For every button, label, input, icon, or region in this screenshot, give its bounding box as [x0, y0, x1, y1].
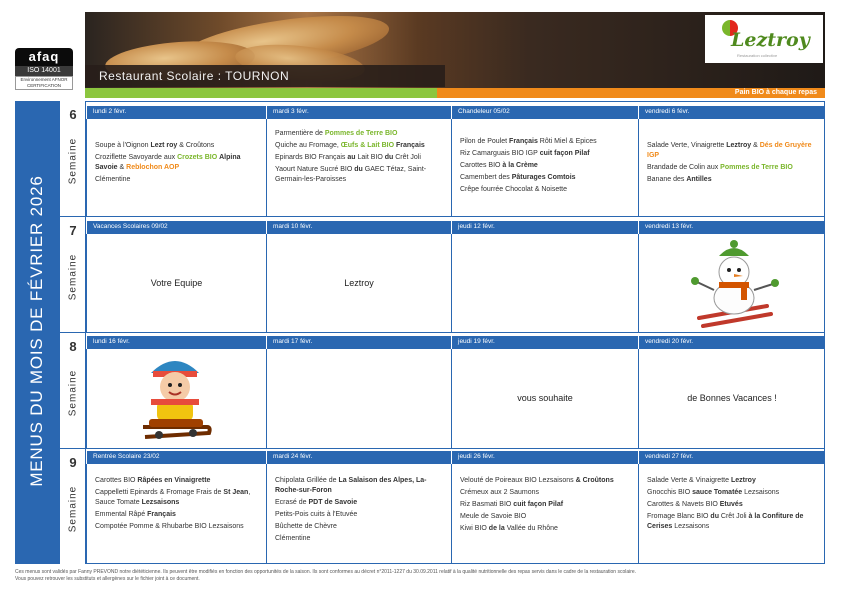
- message-cell: [451, 349, 638, 449]
- menu-text: Yaourt Nature Sucré BIO: [275, 166, 353, 173]
- menu-text: Français: [318, 154, 346, 161]
- week-number: 9: [69, 455, 77, 470]
- footer-note: [15, 569, 830, 583]
- day-header: vendredi 20 févr.: [638, 336, 825, 349]
- menu-text: La Salaison des Alpes, La-Roche-sur-Foron: [275, 477, 427, 494]
- menu-text: & Croûtons: [177, 142, 215, 149]
- menu-text: Ecrasé de: [275, 499, 309, 506]
- empty-cell: [451, 234, 638, 333]
- menu-line: [647, 476, 819, 486]
- menu-cell: [86, 119, 266, 217]
- menu-line: [95, 510, 260, 520]
- menu-cell: [638, 119, 825, 217]
- week-number: 7: [69, 223, 77, 238]
- week-label: Semaine: [67, 369, 79, 417]
- menu-text: &: [117, 164, 127, 171]
- menu-text: Salade Verte, Vinaigrette: [647, 142, 727, 149]
- menu-text: Crêt Joli: [720, 513, 747, 520]
- day-header: mardi 24 févr.: [266, 451, 451, 464]
- message-text: de Bonnes Vacances !: [687, 393, 777, 403]
- cert-standard: ISO 14001: [15, 66, 73, 76]
- menu-text: cuit façon Pilaf: [537, 150, 590, 157]
- menu-text: Carottes BIO: [460, 162, 501, 169]
- menu-line: [95, 476, 260, 486]
- message-cell: [638, 349, 825, 449]
- week-9: [60, 449, 86, 564]
- menu-line: [275, 165, 445, 185]
- day-header: mardi 3 févr.: [266, 106, 451, 119]
- menu-text: St Jean: [223, 489, 249, 496]
- certification-logo: [15, 48, 73, 92]
- empty-cell: [266, 349, 451, 449]
- menu-text: Vallée du Rhône: [506, 525, 558, 532]
- menu-line: [647, 512, 819, 532]
- menu-text: PDT de Savoie: [308, 499, 358, 506]
- menu-text: Camembert des: [460, 174, 512, 181]
- menu-line: [95, 153, 260, 173]
- menu-text: Rôti Miel & Epices: [537, 138, 597, 145]
- menu-line: [647, 500, 819, 510]
- menu-line: [95, 488, 260, 508]
- menu-text: Kiwi BIO: [460, 525, 487, 532]
- side-title: MENUS DU MOIS DE FÉVRIER 2026: [27, 175, 46, 487]
- menu-text: Emmental Râpé: [95, 511, 148, 518]
- menu-text: &: [751, 142, 760, 149]
- week-label: Semaine: [67, 137, 79, 185]
- menu-line: [95, 141, 260, 151]
- menu-text: Français: [147, 511, 176, 518]
- menu-cell: [451, 464, 638, 564]
- menu-text: Crêt Joli: [395, 154, 421, 161]
- menu-text: à la Crème: [500, 162, 538, 169]
- menu-text: Banane des: [647, 176, 687, 183]
- logo-tagline: Restauration collective: [737, 53, 778, 58]
- day-header: Rentrée Scolaire 23/02: [86, 451, 266, 464]
- menu-line: [647, 141, 819, 161]
- menu-text: Lezsaisons: [538, 477, 574, 484]
- menu-text: Clémentine: [95, 176, 131, 183]
- menu-line: [95, 522, 260, 532]
- child-cell: [86, 349, 266, 449]
- menu-text: de la: [486, 525, 507, 532]
- menu-text: Alpina Savoie: [95, 154, 241, 171]
- menu-text: Cappelletti Epinards & Fromage Frais de: [95, 489, 224, 496]
- menu-text: Quiche au Fromage,: [275, 142, 341, 149]
- menu-line: [460, 161, 632, 171]
- day-header: lundi 2 févr.: [86, 106, 266, 119]
- menu-text: Parmentière de: [275, 130, 325, 137]
- menu-text: Crozets BIO: [177, 154, 218, 161]
- menu-line: [647, 175, 819, 185]
- menu-text: Lait BIO: [357, 154, 383, 161]
- day-header: vendredi 6 févr.: [638, 106, 825, 119]
- menu-text: Bûchette de Chèvre: [275, 523, 337, 530]
- cert-brand: afaq: [15, 48, 73, 66]
- menu-line: [275, 141, 445, 151]
- bread-note: Pain BIO à chaque repas: [734, 89, 817, 96]
- menu-line: [275, 498, 445, 508]
- menu-line: [275, 129, 445, 139]
- message-cell: [266, 234, 451, 333]
- menu-text: sauce Tomatée: [690, 489, 745, 496]
- week-number: 8: [69, 339, 77, 354]
- day-header: vendredi 13 févr.: [638, 221, 825, 234]
- menu-text: Chipolata Grillée de: [275, 477, 339, 484]
- menu-text: Dés de Gruyère IGP: [647, 142, 812, 159]
- menu-text: à la Confiture de Cerises: [647, 513, 804, 530]
- menu-line: [647, 488, 819, 498]
- menu-text: Carottes & Navets BIO: [647, 501, 718, 508]
- menu-text: Pommes de Terre BIO: [324, 130, 398, 137]
- day-header: jeudi 12 févr.: [451, 221, 638, 234]
- menu-text: du: [382, 154, 396, 161]
- message-text: vous souhaite: [517, 393, 573, 403]
- menu-text: Lezt roy: [150, 142, 178, 149]
- menu-text: Petits-Pois cuits à l'Etuvée: [275, 511, 358, 518]
- week-7: [60, 217, 86, 333]
- menu-text: GAEC Tétaz, Saint-Germain-les-Paroisses: [275, 166, 427, 183]
- day-header: Vacances Scolaires 09/02: [86, 221, 266, 234]
- menu-text: Lezsaisons: [208, 523, 244, 530]
- menu-text: Pommes de Terre BIO: [720, 164, 793, 171]
- menu-text: Riz Camarguais BIO IGP: [460, 150, 538, 157]
- menu-line: [95, 175, 260, 185]
- green-stripe: [85, 88, 437, 98]
- menu-text: Pilon de Poulet: [460, 138, 510, 145]
- menu-cell: [266, 119, 451, 217]
- week-number: 6: [69, 107, 77, 122]
- logo-text: Leztroy: [731, 29, 810, 51]
- menu-text: Leztroy: [730, 477, 756, 484]
- menu-line: [460, 173, 632, 183]
- menu-line: [460, 476, 632, 486]
- restaurant-title: Restaurant Scolaire : TOURNON: [85, 65, 445, 87]
- day-header: Chandeleur 05/02: [451, 106, 638, 119]
- menu-text: Carottes BIO: [95, 477, 136, 484]
- menu-text: , Sauce Tomate: [95, 489, 251, 506]
- menu-cell: [266, 464, 451, 564]
- menu-text: Œufs & Lait BIO: [340, 142, 395, 149]
- menu-text: Etuvés: [717, 501, 743, 508]
- menu-text: du: [708, 513, 721, 520]
- week-6: [60, 101, 86, 217]
- menu-text: Français: [396, 142, 425, 149]
- menu-line: [460, 512, 632, 522]
- child-sledding-illustration: [137, 353, 213, 445]
- message-text: Votre Equipe: [150, 278, 203, 288]
- footer-line: Ces menus sont validés par Fanny PREVOND notre diététicienne. Ils peuvent être modifiés en fonction des opportunités de la saison. Ils sont conformes au décret n°2011-1227 du 30.09.2011 relatif à la qualité nutritionnelle des repas servis dans le cadre de la restauration scolaire.: [15, 569, 637, 575]
- week-label: Semaine: [67, 485, 79, 533]
- menu-text: Lezsaisons: [744, 489, 780, 496]
- menu-text: Reblochon AOP: [126, 164, 180, 171]
- day-header: mardi 17 févr.: [266, 336, 451, 349]
- menu-text: Crémeux aux 2 Saumons: [460, 489, 539, 496]
- menu-text: Leztroy: [726, 142, 752, 149]
- menu-text: Gnocchis BIO: [647, 489, 691, 496]
- menu-text: cuit façon Pilaf: [511, 501, 564, 508]
- menu-text: Velouté de Poireaux BIO: [460, 477, 537, 484]
- menu-line: [647, 163, 819, 173]
- menu-cell: [451, 119, 638, 217]
- menu-text: Antilles: [686, 176, 712, 183]
- menu-line: [460, 137, 632, 147]
- week-label: Semaine: [67, 253, 79, 301]
- menu-line: [460, 488, 632, 498]
- menu-text: Soupe à l'Oignon: [95, 142, 151, 149]
- menu-cell: [86, 464, 266, 564]
- menu-text: Riz Basmati BIO: [460, 501, 512, 508]
- menu-cell: [638, 464, 825, 564]
- menu-text: Meule de Savoie BIO: [460, 513, 527, 520]
- menu-line: [275, 522, 445, 532]
- day-header: lundi 16 févr.: [86, 336, 266, 349]
- leztroy-logo: [705, 15, 823, 63]
- menu-text: Salade Verte & Vinaigrette: [647, 477, 731, 484]
- menu-line: [460, 500, 632, 510]
- side-title-bar: [15, 101, 60, 564]
- menu-text: Lezsaisons: [674, 523, 710, 530]
- menu-text: Compotée Pomme & Rhubarbe BIO: [95, 523, 207, 530]
- day-header: mardi 10 févr.: [266, 221, 451, 234]
- menu-text: & Croûtons: [573, 477, 614, 484]
- menu-text: Pâturages Comtois: [511, 174, 576, 181]
- menu-text: Lezsaisons: [141, 499, 180, 506]
- menu-line: [460, 185, 632, 195]
- week-8: [60, 333, 86, 449]
- menu-line: [275, 476, 445, 496]
- day-header: vendredi 27 févr.: [638, 451, 825, 464]
- menu-text: Français: [509, 138, 538, 145]
- menu-line: [460, 524, 632, 534]
- day-header: jeudi 26 févr.: [451, 451, 638, 464]
- menu-text: au: [345, 154, 358, 161]
- message-text: Leztroy: [344, 278, 374, 288]
- menu-line: [275, 534, 445, 544]
- menu-line: [460, 149, 632, 159]
- cert-label: Environnement AFNOR CERTIFICATION: [15, 76, 73, 90]
- menu-text: Crêpe fourrée Chocolat & Noisette: [460, 186, 567, 193]
- menu-text: Clémentine: [275, 535, 311, 542]
- menu-text: Epinards BIO: [275, 154, 317, 161]
- menu-line: [275, 510, 445, 520]
- snowman-skier-illustration: [689, 238, 779, 330]
- menu-text: Brandade de Colin aux: [647, 164, 721, 171]
- menu-text: Râpées en Vinaigrette: [135, 477, 211, 484]
- message-cell: [86, 234, 266, 333]
- menu-line: [275, 153, 445, 163]
- menu-text: Croziflette Savoyarde aux: [95, 154, 178, 161]
- menu-text: du: [352, 166, 365, 173]
- day-header: jeudi 19 févr.: [451, 336, 638, 349]
- menu-text: Fromage Blanc BIO: [647, 513, 709, 520]
- footer-line: Vous pouvez retrouver les substituts et allergènes sur le fichier joint à ce document.: [15, 576, 200, 582]
- snowman-cell: [638, 234, 825, 333]
